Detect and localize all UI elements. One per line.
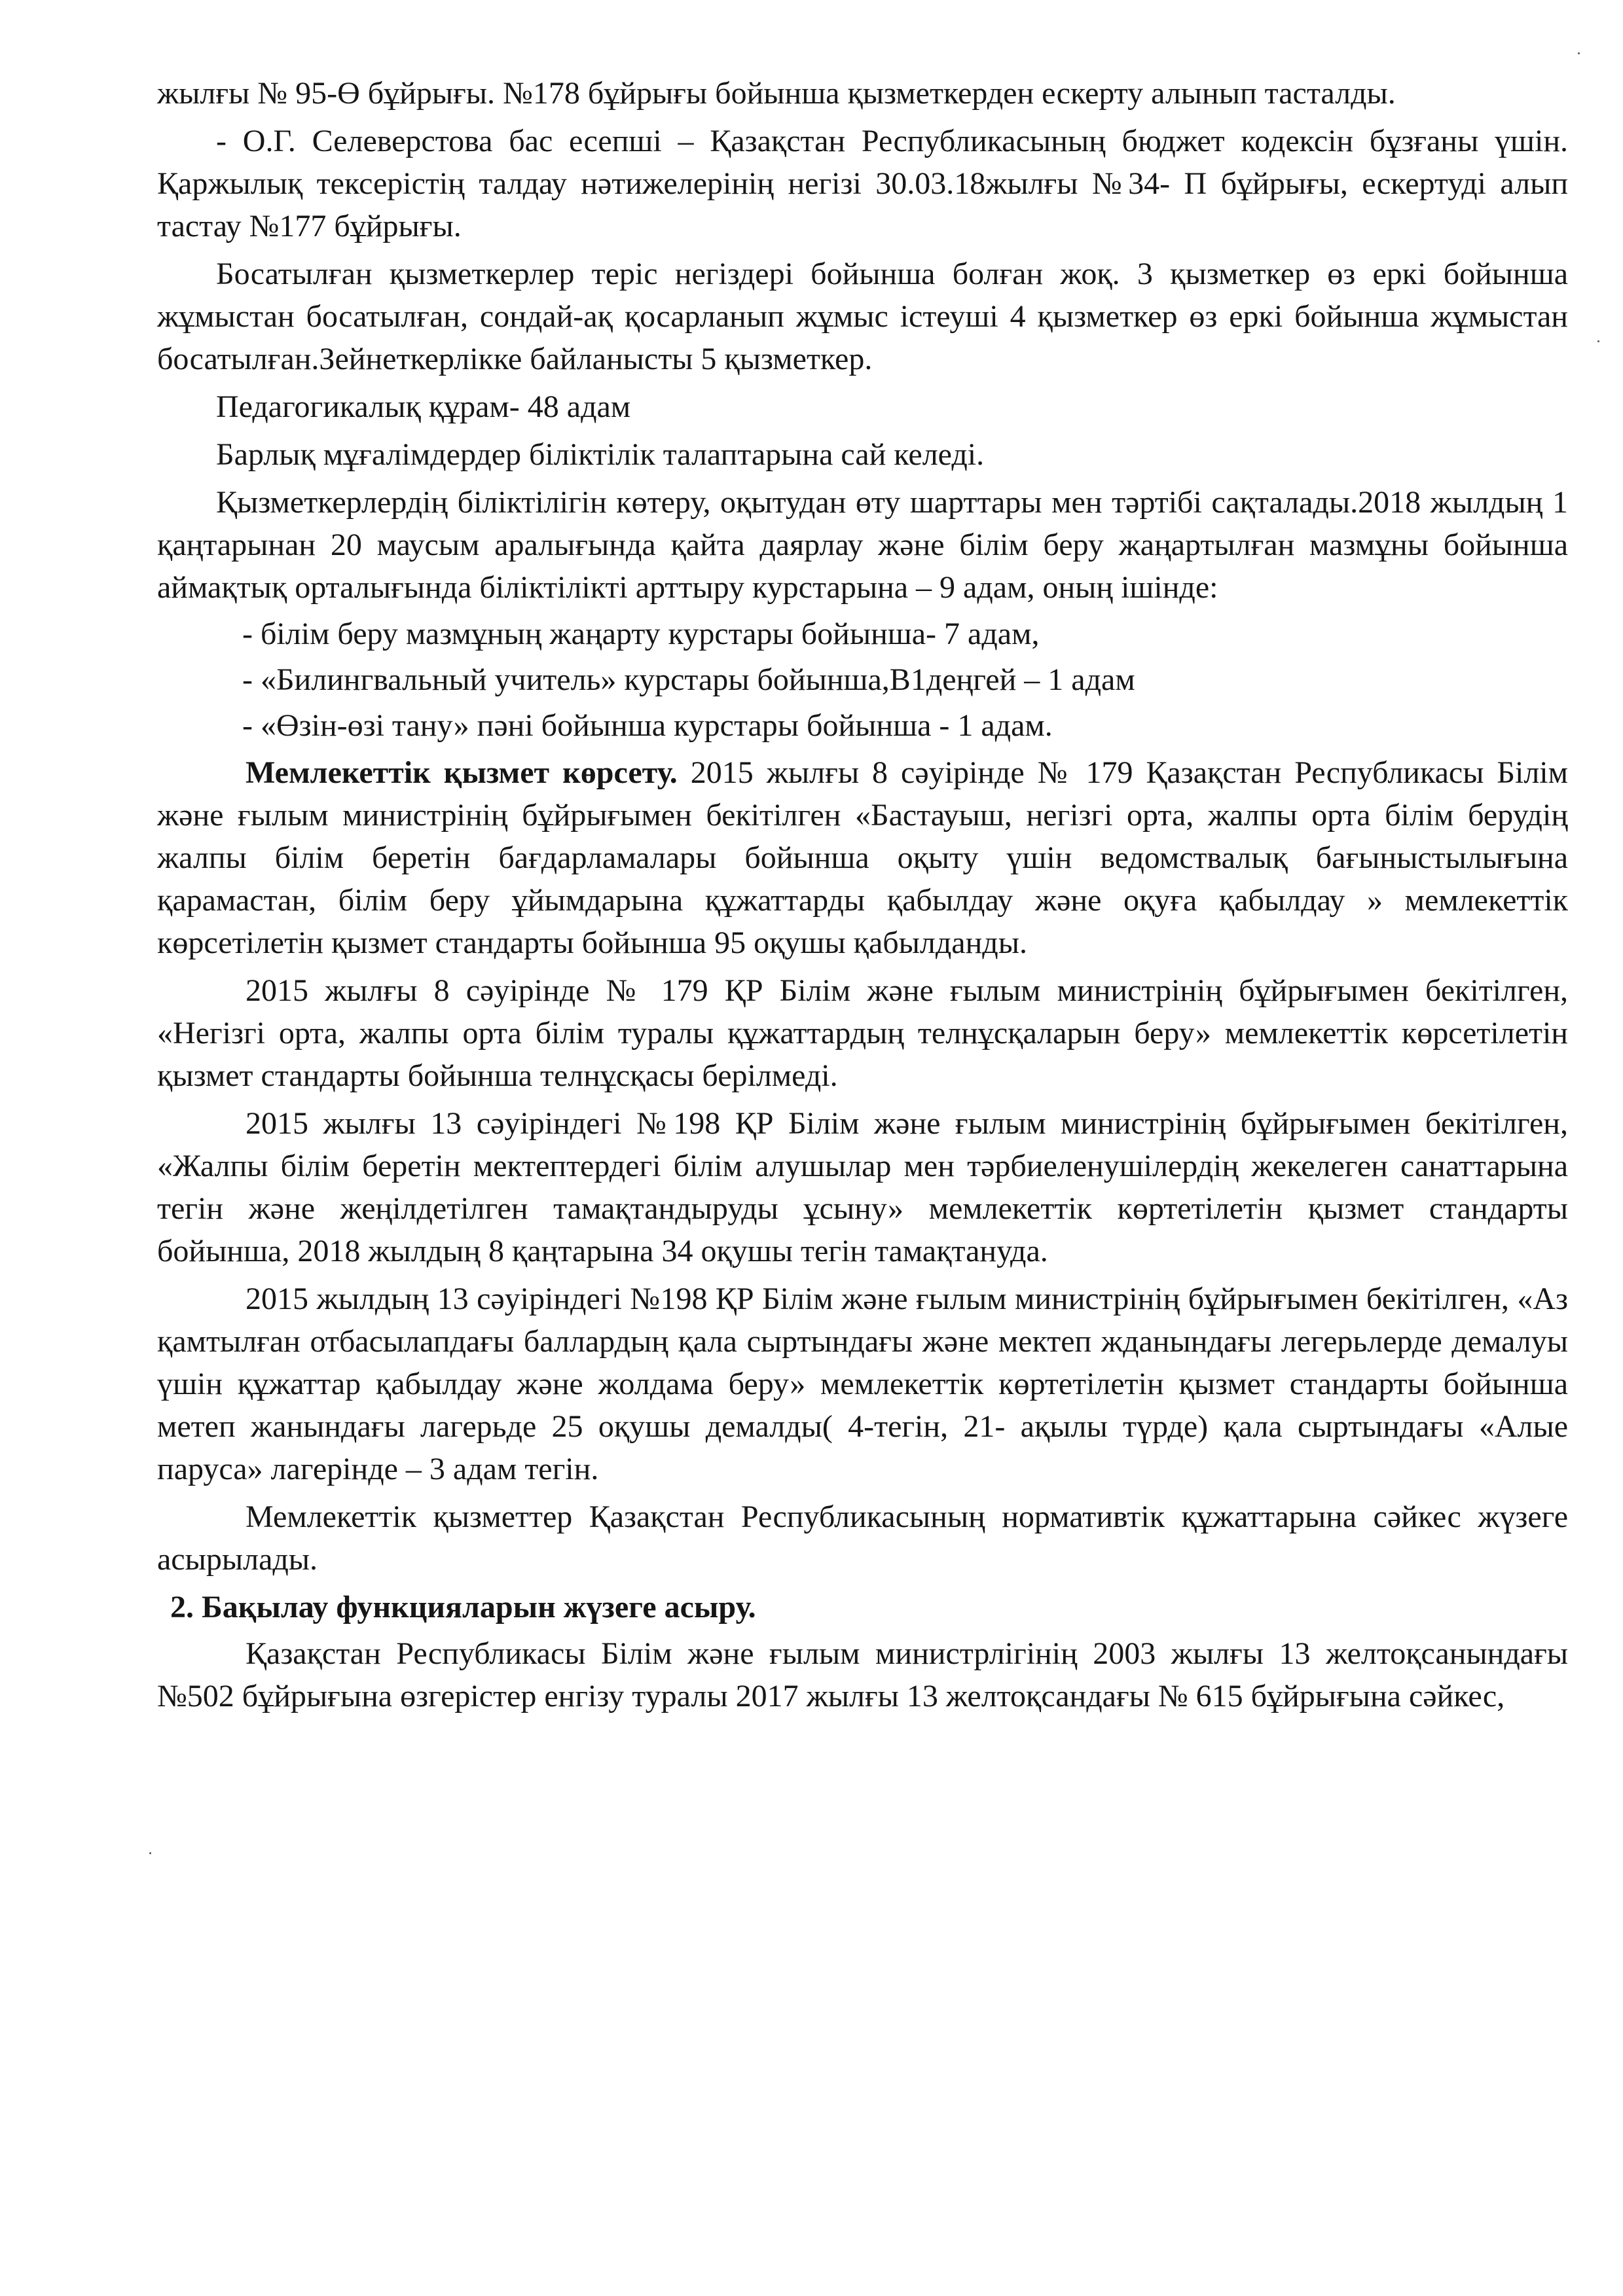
scan-speck — [1578, 52, 1580, 54]
paragraph-ministry-order: Қазақстан Республикасы Білім және ғылым министрлігінің 2003 жылғы 13 желтоқсанындағы №502 бұйрығына өзгерістер енгізу туралы 2017 жылғы 13 желтоқсандағы № 615 бұйрығына сәйкес, — [157, 1636, 1568, 1713]
state-services-text: 2015 жылғы 8 сәуірінде № 179 Қазақстан Республикасы Білім және ғылым министрінің бұйрығымен бекітілген «Бастауыш, негізгі орта, жалпы орта білім берудің жалпы білім беретін бағдарламалары бойынша оқыту үшін ведомствалық бағыныстылығына қарамастан, білім беру ұйымдарына құжаттарды қабылдау және оқуға қабылдау » мемлекеттік көрсетілетін қызмет стандарты бойынша 95 оқушы қабылданды. — [157, 755, 1568, 960]
paragraph-seleverstova: - О.Г. Селеверстова бас есепші – Қазақстан Республикасының бюджет кодексін бұзғаны үшін. Қаржылық тексерістің талдау нәтижелерінің негізі 30.03.18жылғы №34- П бұйрығы, ескертуді алып тастау №177 бұйрығы. — [157, 124, 1568, 243]
scan-speck — [149, 1852, 151, 1854]
paragraph-teacher-qualification: Барлық мұғалімдердер біліктілік талаптарына сай келеді. — [216, 437, 985, 472]
paragraph-dismissed-staff: Босатылған қызметкерлер теріс негіздері бойынша болған жоқ. 3 қызметкер өз еркі бойынша жұмыстан босатылған, сондай-ақ қосарланып жұмыс істеуші 4 қызметкер өз еркі бойынша жұмыстан босатылған.Зейнеткерлікке байланысты 5 қызметкер. — [157, 257, 1568, 376]
paragraph-free-meals: 2015 жылғы 13 сәуіріндегі №198 ҚР Білім және ғылым министрінің бұйрығымен бекітілген, «Жалпы білім беретін мектептердегі білім алушылар мен тәрбиеленушілердің жекелеген санаттарына тегін және жеңілдетілген тамақтандыруды ұсыну» мемлекеттік көртетілетін қызмет стандарты бойынша, 2018 жылдың 8 қаңтарына 34 оқушы тегін тамақтануда. — [157, 1106, 1568, 1268]
list-item-bilingual-teacher: - «Билингвальный учитель» курстары бойынша,В1деңгей – 1 адам — [242, 662, 1135, 697]
paragraph-order-95: жылғы № 95-Ө бұйрығы. №178 бұйрығы бойынша қызметкерден ескерту алынып тасталды. — [157, 76, 1396, 111]
list-item-content-update-courses: - білім беру мазмұның жаңарту курстары бойынша- 7 адам, — [242, 617, 1040, 651]
list-item-self-knowledge: - «Өзін-өзі тану» пәні бойынша курстары бойынша - 1 адам. — [242, 708, 1053, 743]
paragraph-duplicate-documents: 2015 жылғы 8 сәуірінде № 179 ҚР Білім және ғылым министрінің бұйрығымен бекітілген, «Негізгі орта, жалпы орта білім туралы құжаттардың телнұсқаларын беру» мемлекеттік көрсетілетін қызмет стандарты бойынша телнұсқасы берілмеді. — [157, 973, 1568, 1093]
state-services-heading: Мемлекеттік қызмет көрсету. — [246, 755, 678, 790]
paragraph-pedagogical-staff: Педагогикалық құрам- 48 адам — [216, 389, 631, 424]
document-body — [157, 72, 1568, 1723]
section-heading-control-functions: 2. Бақылау функцияларын жүзеге асыру. — [170, 1590, 756, 1624]
scan-speck — [1597, 340, 1599, 342]
paragraph-summer-camps: 2015 жылдың 13 сәуіріндегі №198 ҚР Білім және ғылым министрінің бұйрығымен бекітілген, «Аз қамтылған отбасылапдағы баллардың қала сыртындағы және мектеп жданындағы легерьлерде демалуы үшін құжаттар қабылдау және жолдама беру» мемлекеттік көртетілетін қызмет стандарты бойынша метеп жанындағы лагерьде 25 оқушы демалды( 4-тегін, 21- ақылы түрде) қала сыртындағы «Алые паруса» лагерінде – 3 адам тегін. — [157, 1282, 1568, 1486]
paragraph-qualification-courses: Қызметкерлердің біліктілігін көтеру, оқытудан өту шарттары мен тәртібі сақталады.2018 жылдың 1 қаңтарынан 20 маусым аралығында қайта даярлау және білім беру жаңартылған мазмұны бойынша аймақтық орталығында біліктілікті арттыру курстарына – 9 адам, оның ішінде: — [157, 485, 1568, 605]
paragraph-state-services — [157, 751, 1568, 964]
paragraph-regulatory-compliance: Мемлекеттік қызметтер Қазақстан Республикасының нормативтік құжаттарына сәйкес жүзеге асырылады. — [157, 1499, 1568, 1577]
